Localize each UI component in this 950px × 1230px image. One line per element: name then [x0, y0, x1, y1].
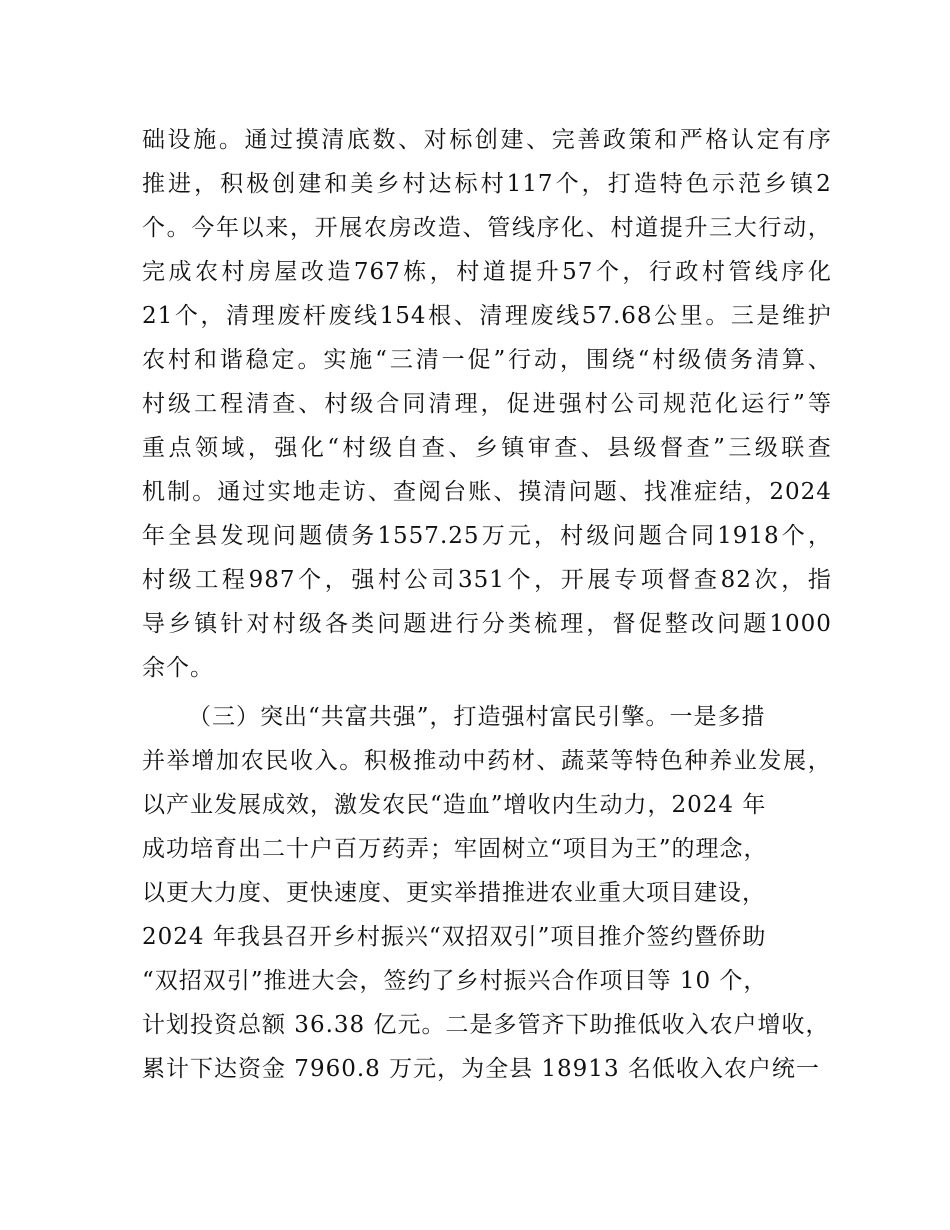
- text-line: 个 。 今 年 以 来 ， 开 展 农 房 改 造 、 管 线 序 化 、 村 道 提 升 三 大 行 动 ，: [142, 215, 832, 241]
- text-line: 2024 年我县召开乡村振兴“双招双引”项目推介签约暨侨助: [142, 924, 767, 950]
- section-heading-line: （三）突出“共富共强”，打造强村富民引擎。一是多措: [188, 704, 766, 730]
- text-line: 成功培育出二十户百万药弄；牢固树立“项目为王”的理念，: [142, 836, 768, 862]
- text-line: 础 设 施 。 通 过 摸 清 底 数 、 对 标 创 建 、 完 善 政 策 和 严 格 认 定 有 序: [142, 127, 832, 153]
- text-line: 年 全 县 发 现 问 题 债 务 1557.25 万 元 ， 村 级 问 题 合 同 1918 个 ，: [142, 523, 832, 549]
- text-line: “双招双引”推进大会，签约了乡村振兴合作项目等 10 个，: [142, 968, 768, 994]
- text-line: 余个。: [142, 655, 214, 681]
- paragraph-infrastructure: [142, 118, 832, 690]
- text-line: 机 制 。 通 过 实 地 走 访 、 查 阅 台 账 、 摸 清 问 题 、 找 准 症 结 ， 2024: [142, 479, 832, 505]
- text-line: 以产业发展成效，激发农民“造血”增收内生动力，2024 年: [142, 792, 767, 818]
- text-line: 村 级 工 程 987 个 ， 强 村 公 司 351 个 ， 开 展 专 项 督 查 82 次 ， 指: [142, 567, 832, 593]
- text-line: 计划投资总额 36.38 亿元。二是多管齐下助推低收入农户增收，: [142, 1012, 830, 1038]
- text-line: 21 个 ， 清 理 废 杆 废 线 154 根 、 清 理 废 线 57.68 公 里 。 三 是 维 护: [142, 303, 832, 329]
- text-line: 重 点 领 域 ， 强 化 “ 村 级 自 查 、 乡 镇 审 查 、 县 级 督 查 ” 三 级 联 查: [142, 435, 832, 461]
- text-line: 村 级 工 程 清 查 、 村 级 合 同 清 理 ， 促 进 强 村 公 司 规 范 化 运 行 ” 等: [142, 391, 832, 417]
- text-line: 并 举 增 加 农 民 收 入 。 积 极 推 动 中 药 材 、 蔬 菜 等 特 色 种 养 业 发 展 ，: [142, 748, 832, 774]
- paragraph-common-prosperity: [142, 695, 832, 1091]
- text-line: 累计下达资金 7960.8 万元，为全县 18913 名低收入农户统一: [142, 1056, 820, 1082]
- text-line: 导 乡 镇 针 对 村 级 各 类 问 题 进 行 分 类 梳 理 ， 督 促 整 改 问 题 1000: [142, 611, 832, 637]
- text-line: 推 进 ， 积 极 创 建 和 美 乡 村 达 标 村 117 个 ， 打 造 特 色 示 范 乡 镇 2: [142, 171, 832, 197]
- text-line: 完 成 农 村 房 屋 改 造 767 栋 ， 村 道 提 升 57 个 ， 行 政 村 管 线 序 化: [142, 259, 832, 285]
- text-line: 以更大力度、更快速度、更实举措推进农业重大项目建设，: [142, 880, 766, 906]
- text-line: 农 村 和 谐 稳 定 。 实 施 “ 三 清 一 促 ” 行 动 ， 围 绕 “ 村 级 债 务 清 算 、: [142, 347, 832, 373]
